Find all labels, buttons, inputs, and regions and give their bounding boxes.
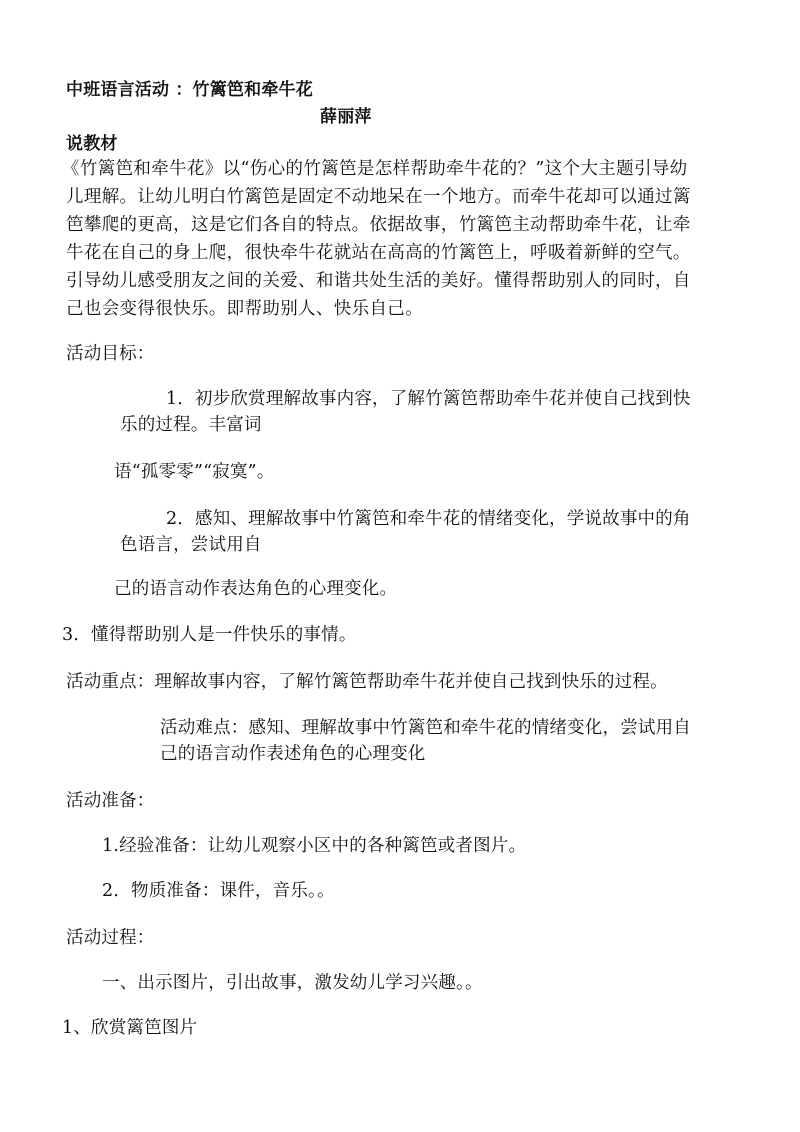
paragraph-line: 《竹篱笆和牵牛花》以“伤心的竹篱笆是怎样帮助牵牛花的？”这个大主题引导幼 (62, 159, 688, 179)
difficulty-line2: 己的语言动作表述角色的心理变化 (160, 744, 426, 764)
preparation-item-2: 2．物质准备：课件，音乐。。 (102, 881, 335, 901)
section-heading-process: 活动过程： (66, 928, 155, 948)
paragraph-line: 牛花在自己的身上爬，很快牵牛花就站在高高的竹篱笆上，呼吸着新鲜的空气。 (66, 243, 691, 263)
paragraph-line: 笆攀爬的更高，这是它们各自的特点。依据故事，竹篱笆主动帮助牵牛花，让牵 (66, 215, 691, 235)
process-step-1: 一、出示图片，引出故事，激发幼儿学习兴趣。。 (102, 973, 483, 993)
goal-item-2-line1: 2．感知、理解故事中竹篱笆和牵牛花的情绪变化，学说故事中的角 (166, 509, 691, 529)
goal-item-2-line2: 色语言，尝试用自 (120, 535, 262, 555)
paragraph-line: 己也会变得很快乐。即帮助别人、快乐自己。 (66, 299, 423, 319)
section-heading-preparation: 活动准备： (66, 791, 155, 811)
goal-item-2-line3: 己的语言动作表达角色的心理变化。 (114, 579, 398, 599)
difficulty-line1: 活动难点：感知、理解故事中竹篱笆和牵牛花的情绪变化，尝试用自 (160, 718, 691, 738)
section-heading-goals: 活动目标： (66, 344, 155, 364)
paragraph-line: 儿理解。让幼儿明白竹篱笆是固定不动地呆在一个地方。而牵牛花却可以通过篱 (66, 187, 691, 207)
section-heading-textbook: 说教材 (66, 134, 118, 154)
document-author: 薛丽萍 (320, 107, 372, 127)
goal-item-3: 3．懂得帮助别人是一件快乐的事情。 (62, 625, 357, 645)
document-title: 中班语言活动 ：竹篱笆和牵牛花 (66, 80, 313, 100)
goal-item-1-line1: 1．初步欣赏理解故事内容，了解竹篱笆帮助牵牛花并使自己找到快 (166, 389, 691, 409)
key-point: 活动重点：理解故事内容，了解竹篱笆帮助牵牛花并使自己找到快乐的过程。 (66, 672, 668, 692)
preparation-item-1: 1.经验准备：让幼儿观察小区中的各种篱笆或者图片。 (102, 836, 527, 856)
process-substep-1: 1、欣赏篱笆图片 (62, 1018, 198, 1038)
goal-item-1-line2: 乐的过程。丰富词 (120, 415, 262, 435)
goal-item-1-line3: 语“孤零零”“寂寞”。 (114, 462, 275, 482)
paragraph-line: 引导幼儿感受朋友之间的关爱、和谐共处生活的美好。懂得帮助别人的同时，自 (66, 271, 691, 291)
